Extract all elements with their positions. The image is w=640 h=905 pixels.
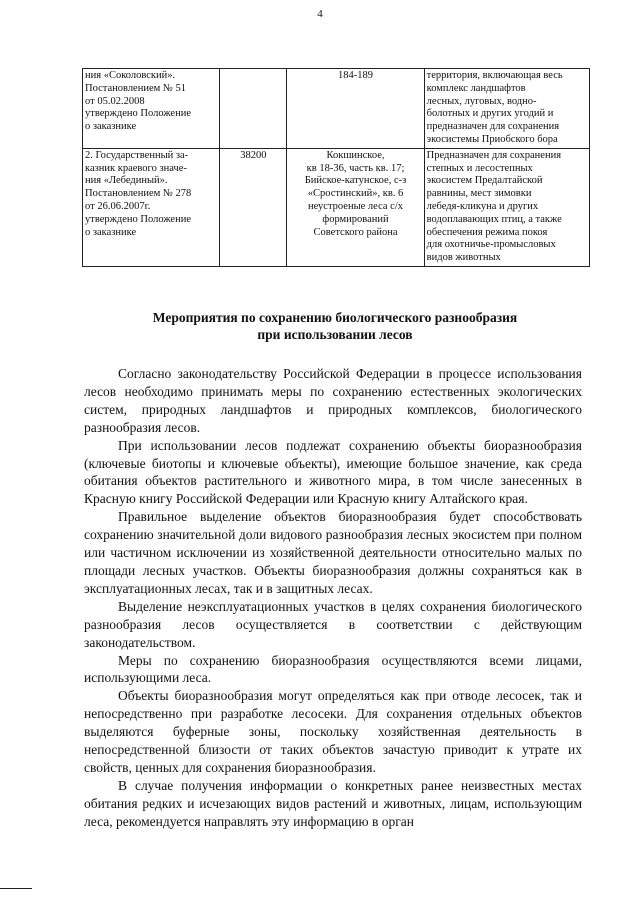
cell-line: территория, включающая весь — [426, 70, 563, 81]
paragraph: Объекты биоразнообразия могут определяться как при отводе лесосек, так и непосредственно при разработке лесосеки. Для сохранения отдельных объектов выделяются буферные зоны, поскольку хозяйственная деятельность в непосредственной близости от таких объектов зачастую приводит к утрате их свойств, ценных для сохранения биоразнообразия. — [84, 688, 582, 775]
cell-line: от 05.02.2008 — [85, 95, 145, 107]
name-cell — [83, 148, 220, 266]
area-cell — [220, 69, 287, 149]
cell-line: обеспечения режима покоя — [426, 226, 548, 238]
location-cell — [287, 148, 424, 266]
cell-line: 184-189 — [338, 70, 374, 81]
area-cell: 38200 — [220, 148, 287, 266]
paragraph: Правильное выделение объектов биоразнообразия будет способствовать сохранению значительной доли видового разнообразия лесных экосистем при полном или частичном исключении из хозяйственной деятельности относительно малых по площади лесных участков. Объекты биоразнообразия должны сохраняться как в эксплуатационных лесах, так и в защитных лесах. — [84, 509, 582, 596]
cell-line: ния «Соколовский». — [85, 70, 176, 81]
cell-line: казник краевого значе- — [85, 162, 187, 174]
cell-line: от 26.06.2007г. — [85, 200, 151, 212]
cell-line: предназначен для сохранения — [426, 121, 560, 133]
footer-rule — [0, 888, 32, 889]
cell-line: видов животных — [426, 252, 501, 264]
cell-line: неустроеные леса с/х — [308, 200, 403, 212]
cell-line: Бийское-катунское, с-з — [304, 175, 407, 187]
table-row — [83, 148, 590, 266]
purpose-cell — [424, 69, 589, 149]
name-cell — [83, 69, 220, 149]
cell-line: о заказнике — [85, 226, 137, 238]
heading-line-2: при использовании лесов — [257, 327, 413, 342]
cell-line: для охотничье-промысловых — [426, 239, 556, 251]
location-cell — [287, 69, 424, 149]
cell-line: комплекс ландшафтов — [426, 82, 526, 94]
cell-line: формирований — [322, 213, 389, 225]
cell-line: Постановлением № 51 — [85, 82, 187, 94]
cell-line: утверждено Положение — [85, 108, 191, 120]
cell-line: экосистемы Приобского бора — [426, 133, 558, 145]
body-text — [84, 365, 582, 831]
heading-line-1: Мероприятия по сохранению биологического разнообразия — [152, 310, 518, 325]
cell-line: водоплавающих птиц, а также — [426, 213, 562, 225]
cell-line: лесных, луговых, водно- — [426, 95, 537, 107]
cell-line: степных и лесостепных — [426, 162, 533, 174]
cell-line: Кокшинское, — [326, 149, 385, 161]
cell-line: 2. Государственный за- — [85, 149, 189, 161]
table-row — [83, 69, 590, 149]
paragraph: В случае получения информации о конкретных ранее неизвестных местах обитания редких и исчезающих видов растений и животных, лицам, использующим леса, рекомендуется направлять эту информацию в орган — [84, 777, 582, 829]
paragraph: При использовании лесов подлежат сохранению объекты биоразнообразия (ключевые биотопы и ключевые объекты), имеющие большое значение, как среда обитания объектов растительного и животного мира, в том числе занесенных в Красную книгу Российской Федерации или Красную книгу Алтайского края. — [84, 437, 582, 507]
reserves-table — [82, 68, 590, 267]
purpose-cell — [424, 148, 589, 266]
cell-line: экосистем Предалтайской — [426, 175, 543, 187]
cell-line: Предназначен для сохранения — [426, 149, 562, 161]
page-number: 4 — [317, 8, 323, 20]
section-heading — [100, 309, 570, 343]
paragraph: Согласно законодательству Российской Федерации в процессе использования лесов необходимо принимать меры по сохранению естественных экологических систем, природных ландшафтов и природных комплексов, биологического разнообразия лесов. — [84, 366, 582, 435]
paragraph: Меры по сохранению биоразнообразия осуществляются всеми лицами, использующими леса. — [84, 652, 582, 686]
cell-line: лебедя-кликуна и других — [426, 200, 539, 212]
cell-line: ния «Лебединый». — [85, 175, 168, 187]
cell-line: утверждено Положение — [85, 213, 191, 225]
cell-line: болотных и других угодий и — [426, 108, 554, 120]
cell-line: Советского района — [313, 226, 398, 238]
cell-line: «Сростинский», кв. 6 — [307, 188, 404, 200]
paragraph: Выделение неэксплуатационных участков в целях сохранения биологического разнообразия лесов осуществляется в соответствии с действующим законодательством. — [84, 598, 582, 650]
cell-line: Постановлением № 278 — [85, 188, 192, 200]
cell-line: равнины, мест зимовки — [426, 188, 532, 200]
cell-line: о заказнике — [85, 121, 137, 133]
cell-line: кв 18-36, часть кв. 17; — [306, 162, 405, 174]
